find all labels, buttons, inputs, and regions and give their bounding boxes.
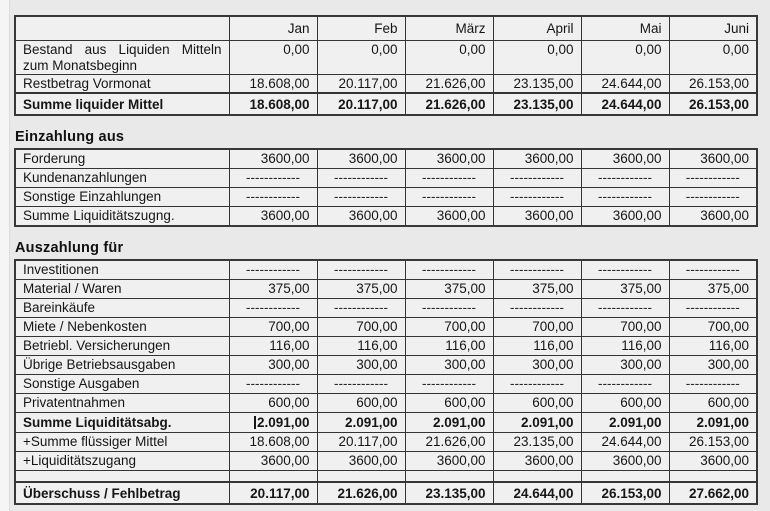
cell-value xyxy=(493,470,581,482)
table-row xyxy=(15,40,757,74)
row-label: Material / Waren xyxy=(15,279,229,298)
cell-value: 700,00 xyxy=(405,317,493,336)
table-row xyxy=(15,317,757,336)
cell-value: 3600,00 xyxy=(405,451,493,470)
cell-value: 600,00 xyxy=(405,393,493,412)
table-row xyxy=(15,482,757,504)
row-label: Forderung xyxy=(15,149,229,168)
row-label: Betriebl. Versicherungen xyxy=(15,336,229,355)
table-row xyxy=(15,206,757,226)
cell-value: 2.091,00 xyxy=(493,412,581,432)
cell-value: 600,00 xyxy=(493,393,581,412)
month-header-row xyxy=(15,16,757,40)
cell-value: 23.135,00 xyxy=(493,74,581,93)
section-title-auszahlung: Auszahlung für xyxy=(15,240,124,256)
cell-value: 3600,00 xyxy=(229,149,317,168)
liquidity-plan-content xyxy=(14,15,756,505)
month-header: Juni xyxy=(669,16,757,40)
cell-value: 3600,00 xyxy=(405,149,493,168)
row-label: Bareinkäufe xyxy=(15,298,229,317)
table-row xyxy=(15,279,757,298)
table-row xyxy=(15,393,757,412)
table-row xyxy=(15,412,757,432)
row-label: Summe liquider Mittel xyxy=(15,93,229,115)
cell-value: 700,00 xyxy=(317,317,405,336)
cell-value: 18.608,00 xyxy=(229,74,317,93)
cell-value: 0,00 xyxy=(669,40,757,74)
cell-value: 0,00 xyxy=(229,40,317,74)
cell-value: 3600,00 xyxy=(317,149,405,168)
cell-value: 24.644,00 xyxy=(581,432,669,451)
cell-dashes: ------------ xyxy=(229,187,317,206)
row-label: Überschuss / Fehlbetrag xyxy=(15,482,229,504)
cell-dashes: ------------ xyxy=(669,187,757,206)
cell-value: 23.135,00 xyxy=(493,93,581,115)
month-header: Feb xyxy=(317,16,405,40)
table-row xyxy=(15,470,757,482)
cell-value: 300,00 xyxy=(229,355,317,374)
cell-value: 700,00 xyxy=(669,317,757,336)
cell-value: 116,00 xyxy=(229,336,317,355)
row-label: Investitionen xyxy=(15,260,229,279)
cell-dashes: ------------ xyxy=(317,187,405,206)
cell-value: 20.117,00 xyxy=(317,93,405,115)
cell-dashes: ------------ xyxy=(229,298,317,317)
cell-value: 116,00 xyxy=(317,336,405,355)
cell-dashes: ------------ xyxy=(229,260,317,279)
cell-value: 21.626,00 xyxy=(405,74,493,93)
cell-value: 300,00 xyxy=(317,355,405,374)
cell-dashes: ------------ xyxy=(317,374,405,393)
cell-value: 24.644,00 xyxy=(493,482,581,504)
cell-value: 24.644,00 xyxy=(581,93,669,115)
table-row xyxy=(15,168,757,187)
cell-value: 3600,00 xyxy=(581,451,669,470)
cell-value: 0,00 xyxy=(493,40,581,74)
cell-value: 3600,00 xyxy=(669,206,757,226)
cell-dashes: ------------ xyxy=(229,374,317,393)
cell-value xyxy=(669,470,757,482)
cell-value: 18.608,00 xyxy=(229,93,317,115)
cell-value xyxy=(317,470,405,482)
table-row xyxy=(15,187,757,206)
cell-value: 2.091,00 xyxy=(317,412,405,432)
cell-value: 116,00 xyxy=(669,336,757,355)
cell-value: 21.626,00 xyxy=(405,93,493,115)
cell-value: 27.662,00 xyxy=(669,482,757,504)
row-label xyxy=(15,470,229,482)
cell-value: 600,00 xyxy=(317,393,405,412)
cell-value: 21.626,00 xyxy=(405,432,493,451)
cell-dashes: ------------ xyxy=(317,168,405,187)
cell-value: 2.091,00 xyxy=(405,412,493,432)
cell-value: 23.135,00 xyxy=(493,432,581,451)
row-label: Privatentnahmen xyxy=(15,393,229,412)
cell-value: 3600,00 xyxy=(581,206,669,226)
table-row xyxy=(15,336,757,355)
cell-dashes: ------------ xyxy=(405,298,493,317)
cell-value: 3600,00 xyxy=(669,451,757,470)
cell-value: 300,00 xyxy=(405,355,493,374)
row-label: Bestand aus Liquiden Mitteln zum Monatsbeginn xyxy=(15,40,229,74)
cell-value: 18.608,00 xyxy=(229,432,317,451)
cell-dashes: ------------ xyxy=(405,168,493,187)
cell-value: 20.117,00 xyxy=(317,74,405,93)
cell-value: 375,00 xyxy=(493,279,581,298)
cell-value: 26.153,00 xyxy=(669,432,757,451)
text-cursor xyxy=(254,416,256,429)
cell-value: 23.135,00 xyxy=(405,482,493,504)
cell-dashes: ------------ xyxy=(229,168,317,187)
cell-value: 600,00 xyxy=(229,393,317,412)
cell-value: 116,00 xyxy=(405,336,493,355)
table-row xyxy=(15,374,757,393)
cell-dashes: ------------ xyxy=(317,298,405,317)
page-edge-strip xyxy=(0,0,10,511)
cell-value: 300,00 xyxy=(669,355,757,374)
cell-dashes: ------------ xyxy=(581,168,669,187)
cell-value: 2.091,00 xyxy=(229,412,317,432)
table-row xyxy=(15,74,757,93)
cell-value: 116,00 xyxy=(581,336,669,355)
cell-value: 375,00 xyxy=(669,279,757,298)
cell-value: 2.091,00 xyxy=(669,412,757,432)
cell-dashes: ------------ xyxy=(317,260,405,279)
cell-dashes: ------------ xyxy=(581,298,669,317)
row-label: +Liquiditätszugang xyxy=(15,451,229,470)
cell-value: 2.091,00 xyxy=(581,412,669,432)
table-row xyxy=(15,432,757,451)
table-liquide-mittel xyxy=(14,15,758,116)
cell-value: 3600,00 xyxy=(669,149,757,168)
cell-value: 3600,00 xyxy=(493,451,581,470)
cell-value: 600,00 xyxy=(669,393,757,412)
table-row xyxy=(15,260,757,279)
cell-value: 26.153,00 xyxy=(669,93,757,115)
month-header: April xyxy=(493,16,581,40)
cell-value: 20.117,00 xyxy=(229,482,317,504)
cell-value: 700,00 xyxy=(229,317,317,336)
cell-dashes: ------------ xyxy=(493,298,581,317)
cell-value: 3600,00 xyxy=(581,149,669,168)
cell-value: 700,00 xyxy=(493,317,581,336)
cell-value: 375,00 xyxy=(229,279,317,298)
cell-value: 24.644,00 xyxy=(581,74,669,93)
table-row xyxy=(15,93,757,115)
row-label: +Summe flüssiger Mittel xyxy=(15,432,229,451)
row-label: Übrige Betriebsausgaben xyxy=(15,355,229,374)
cell-value: 300,00 xyxy=(581,355,669,374)
cell-value: 0,00 xyxy=(581,40,669,74)
cell-dashes: ------------ xyxy=(405,260,493,279)
cell-dashes: ------------ xyxy=(493,374,581,393)
cell-dashes: ------------ xyxy=(669,168,757,187)
cell-value: 3600,00 xyxy=(317,206,405,226)
month-header: Jan xyxy=(229,16,317,40)
row-label: Sonstige Ausgaben xyxy=(15,374,229,393)
cell-value: 26.153,00 xyxy=(581,482,669,504)
cell-value xyxy=(581,470,669,482)
cell-dashes: ------------ xyxy=(669,260,757,279)
cell-value: 3600,00 xyxy=(317,451,405,470)
cell-value: 26.153,00 xyxy=(669,74,757,93)
row-label: Summe Liquiditätszugng. xyxy=(15,206,229,226)
table-row xyxy=(15,298,757,317)
cell-dashes: ------------ xyxy=(493,187,581,206)
corner-cell xyxy=(15,16,229,40)
cell-value: 375,00 xyxy=(317,279,405,298)
cell-value: 20.117,00 xyxy=(317,432,405,451)
cell-dashes: ------------ xyxy=(581,260,669,279)
cell-value: 375,00 xyxy=(581,279,669,298)
cell-value: 116,00 xyxy=(493,336,581,355)
cell-value: 700,00 xyxy=(581,317,669,336)
row-label: Kundenanzahlungen xyxy=(15,168,229,187)
cell-value xyxy=(229,470,317,482)
cell-value: 375,00 xyxy=(405,279,493,298)
cell-value: 3600,00 xyxy=(229,206,317,226)
table-einzahlung xyxy=(14,148,758,227)
cell-value: 3600,00 xyxy=(229,451,317,470)
month-header: Mai xyxy=(581,16,669,40)
cell-value: 300,00 xyxy=(493,355,581,374)
cell-dashes: ------------ xyxy=(493,260,581,279)
cell-value xyxy=(405,470,493,482)
month-header: März xyxy=(405,16,493,40)
cell-dashes: ------------ xyxy=(581,374,669,393)
cell-value: 3600,00 xyxy=(493,149,581,168)
cell-value: 21.626,00 xyxy=(317,482,405,504)
cell-value: 600,00 xyxy=(581,393,669,412)
section-title-einzahlung: Einzahlung aus xyxy=(15,129,125,145)
cell-dashes: ------------ xyxy=(405,374,493,393)
cell-value: 0,00 xyxy=(405,40,493,74)
cell-value: 3600,00 xyxy=(405,206,493,226)
cell-dashes: ------------ xyxy=(405,187,493,206)
cell-value: 0,00 xyxy=(317,40,405,74)
table-row xyxy=(15,451,757,470)
cell-value: 3600,00 xyxy=(493,206,581,226)
table-auszahlung xyxy=(14,259,758,505)
row-label: Restbetrag Vormonat xyxy=(15,74,229,93)
row-label: Summe Liquiditätsabg. xyxy=(15,412,229,432)
cell-dashes: ------------ xyxy=(493,168,581,187)
table-row xyxy=(15,355,757,374)
cell-dashes: ------------ xyxy=(669,374,757,393)
row-label: Miete / Nebenkosten xyxy=(15,317,229,336)
row-label: Sonstige Einzahlungen xyxy=(15,187,229,206)
table-row xyxy=(15,149,757,168)
cell-dashes: ------------ xyxy=(669,298,757,317)
cell-dashes: ------------ xyxy=(581,187,669,206)
